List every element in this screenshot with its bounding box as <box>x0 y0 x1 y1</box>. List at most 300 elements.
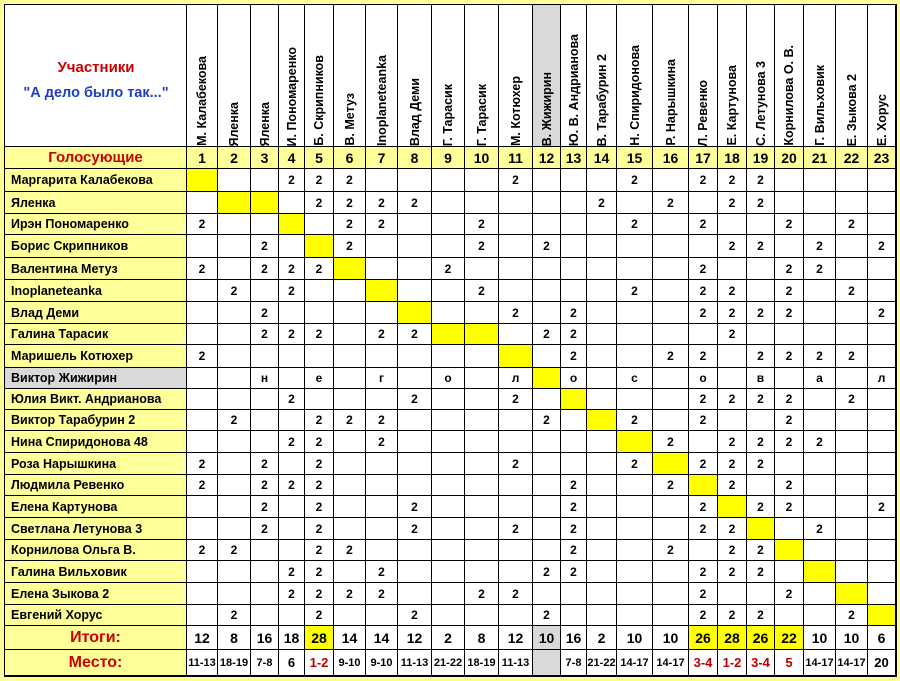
column-number: 2 <box>218 147 251 169</box>
vote-cell <box>432 410 465 431</box>
voter-name: Корнилова Ольга В. <box>5 540 187 561</box>
vote-cell: 2 <box>499 169 533 192</box>
vote-cell: 2 <box>747 453 775 475</box>
vote-cell: 2 <box>775 475 804 496</box>
participant-header <box>689 5 718 147</box>
vote-cell <box>804 475 836 496</box>
vote-cell <box>398 235 432 258</box>
voter-name: Маргарита Калабекова <box>5 169 187 192</box>
vote-cell: 2 <box>775 258 804 280</box>
voter-name: Галина Вильховик <box>5 561 187 583</box>
vote-cell: 2 <box>689 518 718 540</box>
vote-cell <box>804 192 836 214</box>
vote-cell <box>305 280 334 302</box>
place-cell: 7-8 <box>561 650 587 676</box>
voters-label: Голосующие <box>5 147 187 169</box>
vote-cell <box>836 192 868 214</box>
vote-cell <box>533 453 561 475</box>
voter-name: Виктор Жижирин <box>5 368 187 389</box>
vote-cell: 2 <box>718 235 747 258</box>
vote-cell: 2 <box>305 324 334 345</box>
vote-cell <box>187 324 218 345</box>
vote-cell: 2 <box>804 258 836 280</box>
participant-name: С. Летунова 3 <box>753 61 768 146</box>
vote-cell <box>334 496 366 518</box>
column-number: 20 <box>775 147 804 169</box>
total-cell: 12 <box>499 626 533 650</box>
vote-cell <box>653 368 689 389</box>
place-label: Место: <box>5 650 187 676</box>
vote-cell: 2 <box>561 561 587 583</box>
vote-cell: 2 <box>533 605 561 626</box>
column-number: 5 <box>305 147 334 169</box>
vote-cell: 2 <box>279 258 305 280</box>
column-number: 9 <box>432 147 465 169</box>
vote-cell: 2 <box>305 475 334 496</box>
vote-cell: 2 <box>868 235 896 258</box>
voter-name: Борис Скрипников <box>5 235 187 258</box>
vote-cell: 2 <box>689 453 718 475</box>
vote-cell <box>653 258 689 280</box>
participant-name: В. Тарабурин 2 <box>594 53 609 146</box>
vote-cell: 2 <box>775 583 804 605</box>
participant-header <box>775 5 804 147</box>
vote-cell: 2 <box>279 389 305 410</box>
participant-header <box>587 5 617 147</box>
vote-cell <box>617 475 653 496</box>
vote-cell: л <box>868 368 896 389</box>
vote-cell <box>465 496 499 518</box>
participant-header <box>279 5 305 147</box>
vote-cell <box>465 540 499 561</box>
vote-cell: 2 <box>305 605 334 626</box>
vote-cell: а <box>804 368 836 389</box>
participant-name: Ю. В. Андрианова <box>566 33 581 146</box>
vote-cell <box>587 518 617 540</box>
column-number: 8 <box>398 147 432 169</box>
voter-name: Евгений Хорус <box>5 605 187 626</box>
vote-cell: 2 <box>561 540 587 561</box>
vote-cell <box>305 389 334 410</box>
vote-cell: в <box>747 368 775 389</box>
vote-cell: 2 <box>836 280 868 302</box>
vote-cell <box>499 280 533 302</box>
vote-cell: 2 <box>533 410 561 431</box>
table-subtitle: "А дело было так..." <box>23 85 169 101</box>
vote-cell <box>465 561 499 583</box>
vote-cell <box>499 540 533 561</box>
vote-cell <box>187 169 218 192</box>
vote-cell <box>279 518 305 540</box>
vote-cell <box>587 431 617 453</box>
vote-cell: 2 <box>533 561 561 583</box>
vote-cell <box>587 169 617 192</box>
vote-cell <box>804 302 836 324</box>
vote-cell <box>689 540 718 561</box>
participant-name: Яленка <box>227 101 241 146</box>
vote-cell <box>775 324 804 345</box>
vote-cell: 2 <box>689 583 718 605</box>
vote-cell: 2 <box>653 192 689 214</box>
vote-cell <box>587 302 617 324</box>
vote-cell <box>366 518 398 540</box>
vote-cell: 2 <box>533 324 561 345</box>
total-cell: 6 <box>868 626 896 650</box>
place-cell: 14-17 <box>804 650 836 676</box>
vote-cell <box>718 345 747 368</box>
vote-cell <box>334 280 366 302</box>
vote-cell <box>465 605 499 626</box>
vote-cell <box>617 431 653 453</box>
place-cell: 1-2 <box>718 650 747 676</box>
vote-cell: 2 <box>279 583 305 605</box>
vote-cell: 2 <box>617 453 653 475</box>
voter-name: Яленка <box>5 192 187 214</box>
vote-cell <box>465 431 499 453</box>
voter-name: Светлана Летунова 3 <box>5 518 187 540</box>
vote-cell: 2 <box>775 389 804 410</box>
total-cell: 18 <box>279 626 305 650</box>
vote-cell: 2 <box>775 302 804 324</box>
vote-cell <box>398 410 432 431</box>
vote-cell <box>587 496 617 518</box>
column-number: 23 <box>868 147 896 169</box>
vote-cell: 2 <box>465 280 499 302</box>
vote-cell <box>653 389 689 410</box>
participant-name: Е. Картунова <box>725 65 739 146</box>
place-cell: 9-10 <box>334 650 366 676</box>
total-cell: 22 <box>775 626 804 650</box>
vote-cell <box>187 583 218 605</box>
vote-cell <box>561 605 587 626</box>
vote-cell: 2 <box>398 496 432 518</box>
vote-cell <box>653 302 689 324</box>
participant-name: В. Метуз <box>342 93 357 146</box>
vote-cell <box>218 389 251 410</box>
vote-cell <box>775 192 804 214</box>
total-cell: 28 <box>305 626 334 650</box>
vote-cell <box>836 368 868 389</box>
vote-cell <box>218 214 251 235</box>
vote-cell <box>804 280 836 302</box>
vote-cell: 2 <box>689 561 718 583</box>
vote-cell <box>334 453 366 475</box>
vote-cell <box>836 258 868 280</box>
vote-cell <box>465 368 499 389</box>
vote-cell: 2 <box>747 431 775 453</box>
vote-cell <box>218 345 251 368</box>
vote-cell <box>218 258 251 280</box>
vote-cell <box>868 324 896 345</box>
participant-header <box>366 5 398 147</box>
participant-header <box>465 5 499 147</box>
voter-name: Юлия Викт. Андрианова <box>5 389 187 410</box>
vote-cell <box>533 345 561 368</box>
vote-cell: 2 <box>305 561 334 583</box>
vote-cell <box>499 192 533 214</box>
vote-cell <box>187 368 218 389</box>
participant-header <box>251 5 279 147</box>
vote-cell <box>718 258 747 280</box>
column-number: 7 <box>366 147 398 169</box>
vote-cell <box>432 561 465 583</box>
vote-cell <box>366 475 398 496</box>
vote-cell <box>653 324 689 345</box>
vote-cell <box>465 389 499 410</box>
vote-cell: 2 <box>747 540 775 561</box>
vote-cell <box>305 235 334 258</box>
vote-cell: 2 <box>718 518 747 540</box>
vote-cell <box>836 453 868 475</box>
vote-cell: 2 <box>366 431 398 453</box>
vote-cell: 2 <box>251 302 279 324</box>
vote-cell: 2 <box>775 410 804 431</box>
column-number: 6 <box>334 147 366 169</box>
vote-cell <box>187 431 218 453</box>
vote-cell: 2 <box>747 169 775 192</box>
vote-cell <box>279 605 305 626</box>
vote-cell <box>334 302 366 324</box>
vote-cell: 2 <box>279 280 305 302</box>
vote-cell <box>775 235 804 258</box>
participant-name: Е. Зыкова 2 <box>844 73 859 146</box>
vote-cell: 2 <box>279 324 305 345</box>
total-cell: 10 <box>804 626 836 650</box>
vote-cell: 2 <box>305 453 334 475</box>
vote-cell: 2 <box>218 280 251 302</box>
vote-cell: 2 <box>499 302 533 324</box>
vote-cell <box>533 302 561 324</box>
voter-name: Маришель Котюхер <box>5 345 187 368</box>
vote-cell <box>653 214 689 235</box>
vote-cell <box>587 475 617 496</box>
vote-cell <box>836 540 868 561</box>
vote-cell <box>718 583 747 605</box>
place-cell: 11-13 <box>499 650 533 676</box>
vote-cell: 2 <box>718 605 747 626</box>
place-cell: 21-22 <box>432 650 465 676</box>
vote-cell: 2 <box>561 345 587 368</box>
vote-cell <box>617 518 653 540</box>
total-cell: 14 <box>334 626 366 650</box>
vote-cell <box>187 192 218 214</box>
vote-cell <box>653 518 689 540</box>
vote-cell: 2 <box>398 389 432 410</box>
vote-cell: 2 <box>775 431 804 453</box>
vote-cell: 2 <box>617 410 653 431</box>
vote-cell <box>868 475 896 496</box>
total-cell: 2 <box>432 626 465 650</box>
vote-cell: о <box>689 368 718 389</box>
vote-cell <box>432 324 465 345</box>
total-cell: 14 <box>366 626 398 650</box>
vote-cell <box>653 235 689 258</box>
participant-name: Н. Спиридонова <box>627 45 642 146</box>
participant-name: Корнилова О. В. <box>782 45 796 146</box>
vote-cell <box>836 475 868 496</box>
vote-cell <box>718 214 747 235</box>
vote-cell <box>587 540 617 561</box>
vote-cell <box>279 496 305 518</box>
vote-cell: 2 <box>718 302 747 324</box>
vote-cell: 2 <box>747 561 775 583</box>
total-cell: 2 <box>587 626 617 650</box>
column-number: 14 <box>587 147 617 169</box>
vote-cell <box>561 389 587 410</box>
vote-cell <box>804 169 836 192</box>
vote-cell <box>689 324 718 345</box>
vote-cell: 2 <box>218 410 251 431</box>
participant-name: М. Котюхер <box>508 75 523 146</box>
column-number: 15 <box>617 147 653 169</box>
vote-cell: 2 <box>689 280 718 302</box>
vote-cell: 2 <box>305 540 334 561</box>
vote-cell <box>868 518 896 540</box>
vote-cell <box>804 324 836 345</box>
vote-cell <box>587 605 617 626</box>
vote-cell <box>747 475 775 496</box>
vote-cell <box>334 605 366 626</box>
vote-cell <box>617 192 653 214</box>
vote-cell <box>718 368 747 389</box>
vote-cell <box>218 235 251 258</box>
vote-cell: 2 <box>804 431 836 453</box>
total-cell: 10 <box>653 626 689 650</box>
vote-cell <box>868 192 896 214</box>
vote-cell <box>432 345 465 368</box>
vote-cell: 2 <box>747 496 775 518</box>
vote-cell <box>366 169 398 192</box>
vote-cell <box>398 540 432 561</box>
vote-cell <box>868 214 896 235</box>
vote-cell: 2 <box>533 235 561 258</box>
vote-cell <box>366 453 398 475</box>
vote-cell <box>587 324 617 345</box>
vote-cell <box>747 583 775 605</box>
vote-cell: 2 <box>499 453 533 475</box>
vote-cell <box>868 583 896 605</box>
vote-cell: 2 <box>279 475 305 496</box>
vote-cell <box>187 410 218 431</box>
vote-cell <box>366 302 398 324</box>
vote-cell: 2 <box>187 258 218 280</box>
vote-cell: 2 <box>251 496 279 518</box>
vote-cell <box>366 389 398 410</box>
voter-name: Людмила Ревенко <box>5 475 187 496</box>
vote-cell <box>432 496 465 518</box>
vote-cell <box>836 169 868 192</box>
vote-cell <box>251 431 279 453</box>
vote-cell <box>398 214 432 235</box>
vote-cell <box>305 345 334 368</box>
vote-cell <box>533 389 561 410</box>
vote-cell <box>465 192 499 214</box>
vote-cell <box>587 368 617 389</box>
vote-cell <box>836 431 868 453</box>
vote-cell <box>775 453 804 475</box>
vote-cell <box>366 258 398 280</box>
vote-cell <box>533 368 561 389</box>
participant-name: И. Пономаренко <box>284 46 299 146</box>
vote-cell: 2 <box>653 345 689 368</box>
participant-header <box>398 5 432 147</box>
vote-cell: 2 <box>251 235 279 258</box>
vote-cell <box>868 540 896 561</box>
place-cell: 5 <box>775 650 804 676</box>
vote-cell: 2 <box>718 475 747 496</box>
vote-cell: 2 <box>398 324 432 345</box>
vote-cell <box>218 192 251 214</box>
participant-header <box>432 5 465 147</box>
vote-cell: 2 <box>747 192 775 214</box>
vote-cell <box>432 540 465 561</box>
vote-cell <box>868 410 896 431</box>
vote-cell <box>804 540 836 561</box>
vote-cell <box>533 431 561 453</box>
vote-cell <box>465 258 499 280</box>
vote-cell <box>432 302 465 324</box>
place-cell: 14-17 <box>617 650 653 676</box>
vote-cell <box>398 453 432 475</box>
vote-cell <box>465 475 499 496</box>
vote-cell <box>587 258 617 280</box>
vote-cell: 2 <box>653 431 689 453</box>
vote-cell <box>617 302 653 324</box>
vote-cell <box>775 561 804 583</box>
vote-cell: 2 <box>279 431 305 453</box>
vote-cell: о <box>561 368 587 389</box>
vote-cell: 2 <box>187 475 218 496</box>
vote-cell <box>747 280 775 302</box>
vote-cell <box>279 345 305 368</box>
vote-cell <box>533 518 561 540</box>
vote-cell <box>653 453 689 475</box>
total-cell: 10 <box>836 626 868 650</box>
vote-cell <box>718 496 747 518</box>
vote-cell <box>334 518 366 540</box>
vote-cell <box>617 496 653 518</box>
vote-cell: 2 <box>366 192 398 214</box>
vote-cell <box>218 169 251 192</box>
vote-cell <box>398 169 432 192</box>
vote-cell: е <box>305 368 334 389</box>
vote-cell <box>366 605 398 626</box>
vote-cell: 2 <box>251 258 279 280</box>
vote-cell <box>868 169 896 192</box>
participant-header <box>653 5 689 147</box>
vote-cell <box>653 280 689 302</box>
vote-cell <box>366 235 398 258</box>
participant-header <box>334 5 366 147</box>
participant-header <box>868 5 896 147</box>
vote-cell <box>251 214 279 235</box>
vote-cell <box>804 561 836 583</box>
vote-cell <box>617 540 653 561</box>
vote-cell: 2 <box>561 324 587 345</box>
vote-cell <box>218 453 251 475</box>
vote-cell <box>653 169 689 192</box>
vote-cell: 2 <box>499 518 533 540</box>
participant-name: Г. Тарасик <box>441 83 455 146</box>
vote-cell <box>533 583 561 605</box>
vote-cell <box>398 431 432 453</box>
vote-cell <box>775 605 804 626</box>
vote-cell <box>251 345 279 368</box>
vote-cell <box>747 258 775 280</box>
vote-cell <box>251 280 279 302</box>
vote-cell: 2 <box>689 258 718 280</box>
vote-cell: 2 <box>305 583 334 605</box>
